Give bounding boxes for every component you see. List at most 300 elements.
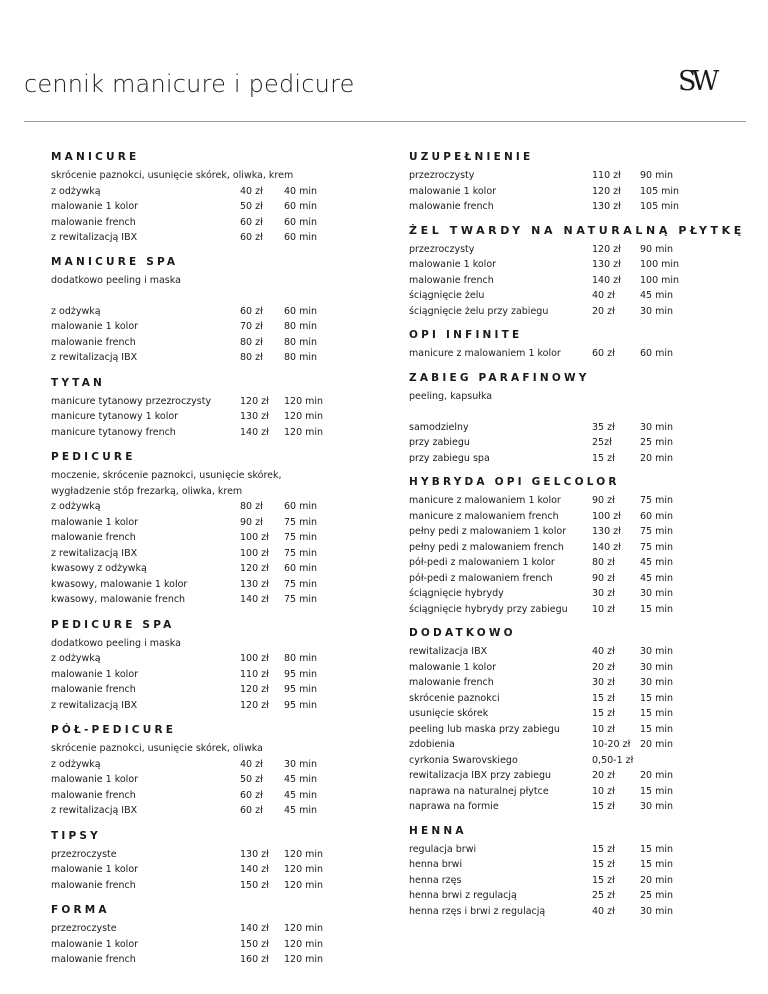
service-price: 25zł — [592, 437, 612, 448]
price-row — [51, 335, 361, 351]
service-name: z rewitalizacją IBX — [51, 805, 138, 816]
price-row — [409, 420, 729, 436]
section-manicure-spa — [51, 255, 361, 366]
price-row — [409, 524, 729, 540]
service-price: 60 zł — [240, 805, 263, 816]
service-time: 15 min — [640, 603, 674, 615]
service-name: przezroczysty — [409, 243, 475, 255]
service-time: 30 min — [640, 677, 674, 688]
service-time: 120 min — [284, 938, 324, 950]
price-row — [51, 515, 361, 531]
service-time: 15 min — [640, 692, 674, 704]
service-price: 130 zł — [592, 259, 621, 270]
service-price: 40 zł — [240, 185, 263, 197]
service-price: 10 zł — [592, 785, 615, 797]
service-time: 15 min — [640, 859, 674, 870]
service-name: z odżywką — [51, 305, 101, 317]
service-price: 120 zł — [240, 395, 269, 407]
service-name: manicure tytanowy french — [51, 426, 176, 438]
service-price: 90 zł — [592, 572, 615, 584]
service-name: malowanie 1 kolor — [51, 668, 139, 680]
service-price: 130 zł — [592, 526, 621, 537]
section-title: HYBRYDA OPI GELCOLOR — [409, 476, 620, 488]
price-row — [51, 921, 361, 937]
service-time: 30 min — [640, 588, 674, 599]
service-time: 75 min — [640, 495, 674, 506]
service-price: 110 zł — [592, 170, 621, 181]
section-tipsy — [51, 829, 361, 894]
section-description: moczenie, skrócenie paznokci, usunięcie skórek, — [51, 470, 282, 481]
service-name: kwasowy, malowanie french — [51, 594, 186, 605]
service-price: 60 zł — [240, 789, 263, 801]
service-price: 130 zł — [240, 578, 269, 590]
service-price: 100 zł — [592, 510, 621, 522]
service-name: ściągnięcie żelu przy zabiegu — [409, 305, 549, 317]
service-name: skrócenie paznokci — [409, 692, 500, 704]
service-name: malowanie 1 kolor — [51, 321, 139, 332]
price-row — [409, 288, 729, 304]
service-name: przezroczyste — [51, 848, 117, 860]
service-name: malowanie 1 kolor — [51, 516, 139, 528]
section-description: skrócenie paznokci, usunięcie skórek, oliwka, krem — [51, 170, 294, 181]
service-time: 20 min — [640, 452, 674, 464]
service-price: 15 zł — [592, 874, 615, 886]
section-pedicure-spa — [51, 618, 361, 714]
service-time: 100 min — [640, 259, 680, 270]
service-time: 90 min — [640, 170, 674, 181]
service-name: z rewitalizacją IBX — [51, 232, 138, 243]
service-name: ściągnięcie żelu — [409, 290, 485, 301]
service-name: henna brwi — [409, 859, 463, 870]
service-time: 40 min — [284, 185, 318, 197]
service-time: 60 min — [640, 348, 674, 359]
service-price: 130 zł — [240, 848, 269, 860]
header-divider — [24, 121, 746, 122]
price-row — [51, 546, 361, 562]
price-row — [409, 873, 729, 889]
service-price: 140 zł — [240, 923, 269, 934]
price-row — [51, 199, 361, 215]
section-description: skrócenie paznokci, usunięcie skórek, oliwka — [51, 743, 263, 754]
service-price: 15 zł — [592, 801, 615, 812]
spacer — [51, 288, 361, 304]
service-name: malowanie french — [51, 216, 136, 228]
service-time: 120 min — [284, 864, 324, 875]
service-time: 20 min — [640, 770, 674, 781]
service-time: 80 min — [284, 352, 318, 363]
right-price-column — [409, 150, 745, 928]
section-description: dodatkowo peeling i maska — [51, 274, 181, 286]
service-name: manicure tytanowy 1 kolor — [51, 411, 179, 422]
section-hybryda-opi-gelcolor — [409, 475, 729, 617]
service-name: malowanie 1 kolor — [409, 661, 497, 673]
service-time: 25 min — [640, 890, 674, 901]
service-time: 45 min — [284, 789, 318, 801]
service-price: 140 zł — [240, 426, 269, 438]
service-price: 140 zł — [592, 541, 621, 553]
service-time: 90 min — [640, 243, 674, 255]
service-name: rewitalizacja IBX — [409, 646, 488, 657]
service-time: 20 min — [640, 874, 674, 886]
service-price: 0,50-1 zł — [592, 754, 634, 766]
section-henna — [409, 824, 729, 920]
section-title: MANICURE SPA — [51, 255, 179, 268]
service-time: 120 min — [284, 923, 324, 934]
service-name: malowanie 1 kolor — [51, 774, 139, 785]
service-time: 30 min — [640, 801, 674, 812]
service-price: 40 zł — [240, 758, 263, 770]
price-row — [409, 737, 729, 753]
service-name: samodzielny — [409, 421, 469, 433]
price-row — [409, 722, 729, 738]
section-forma — [51, 903, 361, 968]
price-row — [409, 257, 729, 273]
service-name: ściągnięcie hybrydy przy zabiegu — [409, 603, 568, 615]
price-row — [51, 184, 361, 200]
service-time: 75 min — [284, 578, 318, 590]
service-time: 80 min — [284, 336, 318, 348]
service-name: malowanie french — [51, 532, 136, 543]
service-name: usunięcie skórek — [409, 708, 489, 719]
price-row — [409, 304, 729, 320]
brand-logo: SW — [678, 66, 715, 97]
service-name: przezroczysty — [409, 170, 475, 181]
service-name: malowanie 1 kolor — [51, 938, 139, 950]
section-description: dodatkowo peeling i maska — [51, 637, 181, 649]
price-row — [409, 784, 729, 800]
price-row — [51, 682, 361, 698]
service-name: malowanie 1 kolor — [51, 201, 139, 212]
service-price: 140 zł — [592, 274, 621, 286]
service-time: 80 min — [284, 653, 318, 664]
price-row — [409, 346, 729, 362]
service-time: 75 min — [284, 532, 318, 543]
service-time: 95 min — [284, 668, 318, 680]
service-name: z rewitalizacją IBX — [51, 699, 138, 711]
service-time: 60 min — [284, 501, 318, 512]
service-price: 15 zł — [592, 843, 615, 855]
service-time: 60 min — [284, 305, 318, 317]
service-price: 100 zł — [240, 653, 269, 664]
section-title: PEDICURE — [51, 451, 136, 463]
price-row — [51, 230, 361, 246]
price-row — [409, 602, 729, 618]
section-title: PEDICURE SPA — [51, 618, 175, 631]
price-row — [51, 499, 361, 515]
price-row — [51, 803, 361, 819]
section-title: HENNA — [409, 824, 467, 837]
price-row — [51, 577, 361, 593]
price-row — [409, 493, 729, 509]
service-name: malowanie french — [51, 789, 136, 801]
price-row — [409, 644, 729, 660]
service-price: 120 zł — [240, 563, 269, 574]
service-name: naprawa na naturalnej płytce — [409, 785, 549, 797]
service-price: 80 zł — [592, 557, 615, 568]
service-price: 80 zł — [240, 336, 263, 348]
service-time: 45 min — [640, 557, 674, 568]
service-name: malowanie 1 kolor — [409, 185, 497, 197]
section-dodatkowo — [409, 626, 729, 815]
price-row — [51, 772, 361, 788]
service-time: 100 min — [640, 274, 680, 286]
service-time: 120 min — [284, 954, 324, 965]
service-price: 15 zł — [592, 452, 615, 464]
section-manicure — [51, 150, 361, 246]
service-time: 60 min — [284, 201, 318, 212]
section-title: FORMA — [51, 904, 110, 916]
service-name: pół-pedi z malowaniem 1 kolor — [409, 557, 555, 568]
section-description: peeling, kapsułka — [409, 390, 493, 402]
service-name: malowanie 1 kolor — [51, 864, 139, 875]
service-time: 120 min — [284, 395, 324, 407]
service-time: 105 min — [640, 185, 680, 197]
price-row — [51, 425, 361, 441]
service-price: 40 zł — [592, 290, 615, 301]
price-row — [51, 304, 361, 320]
service-time: 75 min — [284, 547, 318, 559]
price-row — [409, 571, 729, 587]
service-price: 80 zł — [240, 501, 263, 512]
service-price: 60 zł — [240, 305, 263, 317]
service-time: 60 min — [640, 510, 674, 522]
price-row — [51, 319, 361, 335]
service-time: 45 min — [284, 805, 318, 816]
price-row — [51, 952, 361, 968]
service-price: 90 zł — [240, 516, 263, 528]
service-price: 30 zł — [592, 588, 615, 599]
service-price: 140 zł — [240, 594, 269, 605]
price-row — [51, 788, 361, 804]
price-row — [51, 409, 361, 425]
price-row — [51, 592, 361, 608]
service-price: 70 zł — [240, 321, 263, 332]
section-title: TYTAN — [51, 376, 106, 389]
service-name: przezroczyste — [51, 923, 117, 934]
service-price: 100 zł — [240, 547, 269, 559]
service-time: 30 min — [640, 646, 674, 657]
price-row — [409, 184, 729, 200]
service-price: 140 zł — [240, 864, 269, 875]
service-name: malowanie french — [409, 677, 494, 688]
price-row — [409, 586, 729, 602]
price-row — [409, 509, 729, 525]
service-time: 45 min — [640, 290, 674, 301]
service-name: kwasowy z odżywką — [51, 563, 147, 574]
service-name: pełny pedi z malowaniem french — [409, 541, 564, 553]
spacer — [409, 404, 729, 420]
section-title: ZABIEG PARAFINOWY — [409, 371, 590, 384]
price-row — [409, 857, 729, 873]
service-name: ściągnięcie hybrydy — [409, 588, 504, 599]
service-time: 60 min — [284, 232, 318, 243]
price-row — [51, 698, 361, 714]
service-name: manicure z malowaniem 1 kolor — [409, 495, 561, 506]
service-time: 30 min — [640, 905, 674, 917]
price-row — [51, 937, 361, 953]
service-time: 105 min — [640, 201, 680, 212]
service-price: 120 zł — [592, 243, 621, 255]
price-row — [409, 168, 729, 184]
service-price: 110 zł — [240, 668, 269, 680]
service-name: malowanie french — [51, 954, 136, 965]
service-price: 15 zł — [592, 708, 615, 719]
service-time: 25 min — [640, 437, 674, 448]
price-row — [409, 691, 729, 707]
price-row — [409, 799, 729, 815]
service-name: z odżywką — [51, 501, 101, 512]
service-name: henna rzęs — [409, 874, 462, 886]
price-row — [51, 215, 361, 231]
service-price: 20 zł — [592, 661, 615, 673]
service-price: 120 zł — [592, 185, 621, 197]
service-time: 30 min — [640, 421, 674, 433]
service-price: 15 zł — [592, 859, 615, 870]
price-row — [51, 561, 361, 577]
price-row — [51, 667, 361, 683]
service-time: 15 min — [640, 785, 674, 797]
left-price-column — [51, 150, 361, 977]
service-time: 30 min — [640, 305, 674, 317]
section-title: TIPSY — [51, 829, 101, 842]
service-time: 75 min — [284, 516, 318, 528]
service-name: z odżywką — [51, 758, 101, 770]
service-price: 60 zł — [240, 232, 263, 243]
service-price: 40 zł — [592, 905, 615, 917]
service-time: 120 min — [284, 411, 324, 422]
price-row — [409, 904, 729, 920]
service-name: zdobienia — [409, 739, 455, 750]
section-pedicure — [51, 450, 361, 608]
service-time: 60 min — [284, 216, 318, 228]
service-name: malowanie french — [51, 684, 136, 695]
service-time: 75 min — [640, 541, 674, 553]
service-name: przy zabiegu spa — [409, 452, 490, 464]
service-name: pełny pedi z malowaniem 1 kolor — [409, 526, 567, 537]
service-name: malowanie french — [409, 201, 494, 212]
service-price: 10-20 zł — [592, 739, 631, 750]
section-title: MANICURE — [51, 151, 140, 163]
price-row — [409, 753, 729, 769]
price-row — [51, 651, 361, 667]
price-row — [51, 847, 361, 863]
section-title: DODATKOWO — [409, 627, 516, 639]
price-row — [409, 451, 729, 467]
service-price: 90 zł — [592, 495, 615, 506]
price-row — [51, 878, 361, 894]
service-time: 120 min — [284, 879, 324, 891]
service-time: 30 min — [284, 758, 318, 770]
service-time: 15 min — [640, 723, 674, 735]
price-row — [51, 757, 361, 773]
service-time: 95 min — [284, 684, 318, 695]
service-price: 60 zł — [240, 216, 263, 228]
price-row — [51, 394, 361, 410]
service-time: 80 min — [284, 321, 318, 332]
service-time: 45 min — [284, 774, 318, 785]
service-name: rewitalizacja IBX przy zabiegu — [409, 770, 552, 781]
service-price: 10 zł — [592, 723, 615, 735]
service-price: 80 zł — [240, 352, 263, 363]
service-name: regulacja brwi — [409, 843, 477, 855]
service-price: 50 zł — [240, 774, 263, 785]
service-price: 130 zł — [592, 201, 621, 212]
service-name: malowanie french — [51, 336, 136, 348]
section-pol-pedicure — [51, 723, 361, 819]
section-zabieg-parafinowy — [409, 371, 729, 467]
service-price: 130 zł — [240, 411, 269, 422]
service-price: 40 zł — [592, 646, 615, 657]
price-row — [409, 555, 729, 571]
section-title: PÓŁ-PEDICURE — [51, 724, 177, 736]
service-name: malowanie french — [51, 879, 136, 891]
price-row — [409, 675, 729, 691]
service-time: 15 min — [640, 843, 674, 855]
service-name: naprawa na formie — [409, 801, 499, 812]
service-name: z odżywką — [51, 653, 101, 664]
service-name: cyrkonia Swarovskiego — [409, 754, 518, 766]
service-price: 25 zł — [592, 890, 615, 901]
service-price: 160 zł — [240, 954, 269, 965]
price-row — [409, 242, 729, 258]
service-price: 20 zł — [592, 305, 615, 317]
price-row — [409, 273, 729, 289]
page-title: cennik manicure i pedicure — [24, 70, 355, 98]
price-row — [409, 706, 729, 722]
service-price: 20 zł — [592, 770, 615, 781]
price-row — [409, 435, 729, 451]
price-row — [409, 888, 729, 904]
service-name: malowanie 1 kolor — [409, 259, 497, 270]
service-name: manicure z malowaniem 1 kolor — [409, 348, 561, 359]
price-row — [51, 530, 361, 546]
service-name: pół-pedi z malowaniem french — [409, 572, 553, 584]
service-price: 100 zł — [240, 532, 269, 543]
service-name: z rewitalizacją IBX — [51, 352, 138, 363]
service-price: 150 zł — [240, 879, 269, 891]
price-row — [409, 660, 729, 676]
price-row — [51, 862, 361, 878]
service-price: 10 zł — [592, 603, 615, 615]
service-price: 120 zł — [240, 684, 269, 695]
section-description: wygładzenie stóp frezarką, oliwka, krem — [51, 485, 243, 497]
service-name: z rewitalizacją IBX — [51, 547, 138, 559]
service-name: henna rzęs i brwi z regulacją — [409, 905, 546, 917]
service-name: kwasowy, malowanie 1 kolor — [51, 578, 188, 590]
service-time: 20 min — [640, 739, 674, 750]
price-row — [409, 199, 729, 215]
service-price: 150 zł — [240, 938, 269, 950]
service-price: 50 zł — [240, 201, 263, 212]
service-name: peeling lub maska przy zabiegu — [409, 723, 560, 735]
service-time: 45 min — [640, 572, 674, 584]
price-row — [409, 768, 729, 784]
service-time: 75 min — [284, 594, 318, 605]
service-name: manicure tytanowy przezroczysty — [51, 395, 212, 407]
service-name: malowanie french — [409, 274, 494, 286]
section-title: UZUPEŁNIENIE — [409, 151, 534, 163]
section-zel-twardy-na-naturalna-plytke — [409, 223, 745, 320]
service-name: z odżywką — [51, 185, 101, 197]
service-time: 60 min — [284, 563, 318, 574]
section-title: OPI INFINITE — [409, 329, 523, 341]
section-uzupelnienie — [409, 150, 729, 215]
section-opi-infinite — [409, 328, 729, 362]
price-row — [409, 540, 729, 556]
service-name: manicure z malowaniem french — [409, 510, 559, 522]
price-row — [51, 350, 361, 366]
service-name: przy zabiegu — [409, 437, 470, 448]
